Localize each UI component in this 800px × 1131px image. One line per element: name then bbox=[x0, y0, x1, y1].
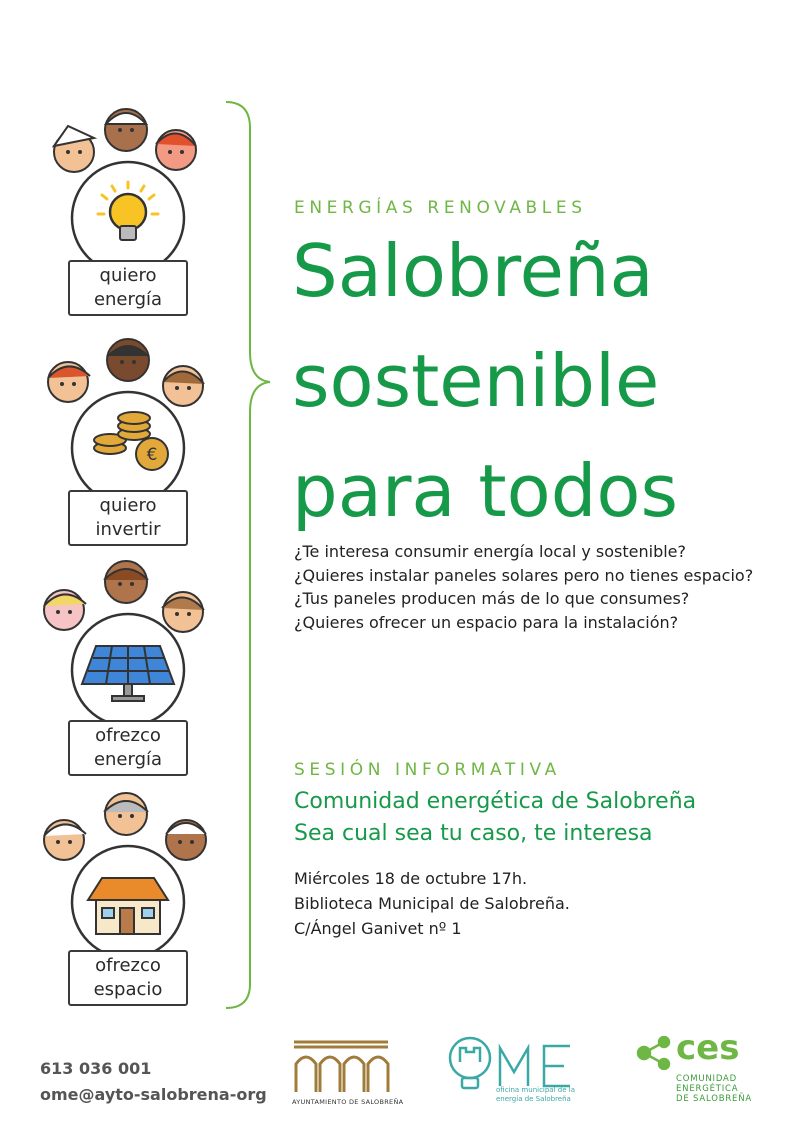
house-icon bbox=[88, 878, 168, 934]
option-label: ofrezco energía bbox=[68, 720, 188, 776]
email-address[interactable]: ome@ayto-salobrena-org bbox=[40, 1085, 267, 1104]
ome-logo: oficina municipal de la energía de Salobreña bbox=[446, 1032, 586, 1112]
session-title: Comunidad energética de Salobreña Sea cual sea tu caso, te interesa bbox=[294, 789, 697, 846]
option-quiero-energia bbox=[38, 100, 218, 330]
question: ¿Te interesa consumir energía local y sostenible? bbox=[294, 542, 687, 561]
header-kicker: ENERGÍAS RENOVABLES bbox=[294, 198, 587, 218]
event-details bbox=[294, 866, 570, 941]
option-label: ofrezco espacio bbox=[68, 950, 188, 1006]
event-address: C/Ángel Ganivet nº 1 bbox=[294, 919, 462, 938]
option-ofrezco-espacio bbox=[38, 790, 218, 1020]
curly-brace bbox=[222, 100, 282, 1010]
ayuntamiento-logo: AYUNTAMIENTO DE SALOBREÑA bbox=[292, 1038, 392, 1108]
page-title bbox=[292, 216, 678, 546]
option-ofrezco-energia bbox=[38, 560, 218, 790]
contact-info bbox=[40, 1056, 267, 1108]
question: ¿Quieres instalar paneles solares pero no tienes espacio? bbox=[294, 565, 754, 585]
event-place: Biblioteca Municipal de Salobreña. bbox=[294, 894, 570, 913]
ces-logo: ces COMUNIDAD ENERGÉTICA DE SALOBREÑA bbox=[636, 1036, 766, 1116]
session-kicker: SESIÓN INFORMATIVA bbox=[294, 760, 561, 780]
title-line: Salobreña bbox=[292, 229, 654, 313]
ome-bulb-icon bbox=[446, 1032, 586, 1092]
title-line: sostenible bbox=[292, 339, 660, 423]
phone-number: 613 036 001 bbox=[40, 1059, 152, 1078]
option-label: quiero energía bbox=[68, 260, 188, 316]
event-date: Miércoles 18 de octubre 17h. bbox=[294, 869, 528, 888]
option-label: quiero invertir bbox=[68, 490, 188, 546]
question-list bbox=[294, 540, 794, 634]
question: ¿Tus paneles producen más de lo que consumes? bbox=[294, 589, 690, 608]
title-line: para todos bbox=[292, 449, 678, 533]
aqueduct-icon bbox=[292, 1038, 392, 1096]
ces-wordmark: ces bbox=[676, 1028, 740, 1068]
network-nodes-icon bbox=[636, 1036, 676, 1070]
svg-text:€: € bbox=[146, 445, 158, 465]
question: ¿Quieres ofrecer un espacio para la instalación? bbox=[294, 612, 679, 632]
option-quiero-invertir bbox=[38, 330, 218, 560]
